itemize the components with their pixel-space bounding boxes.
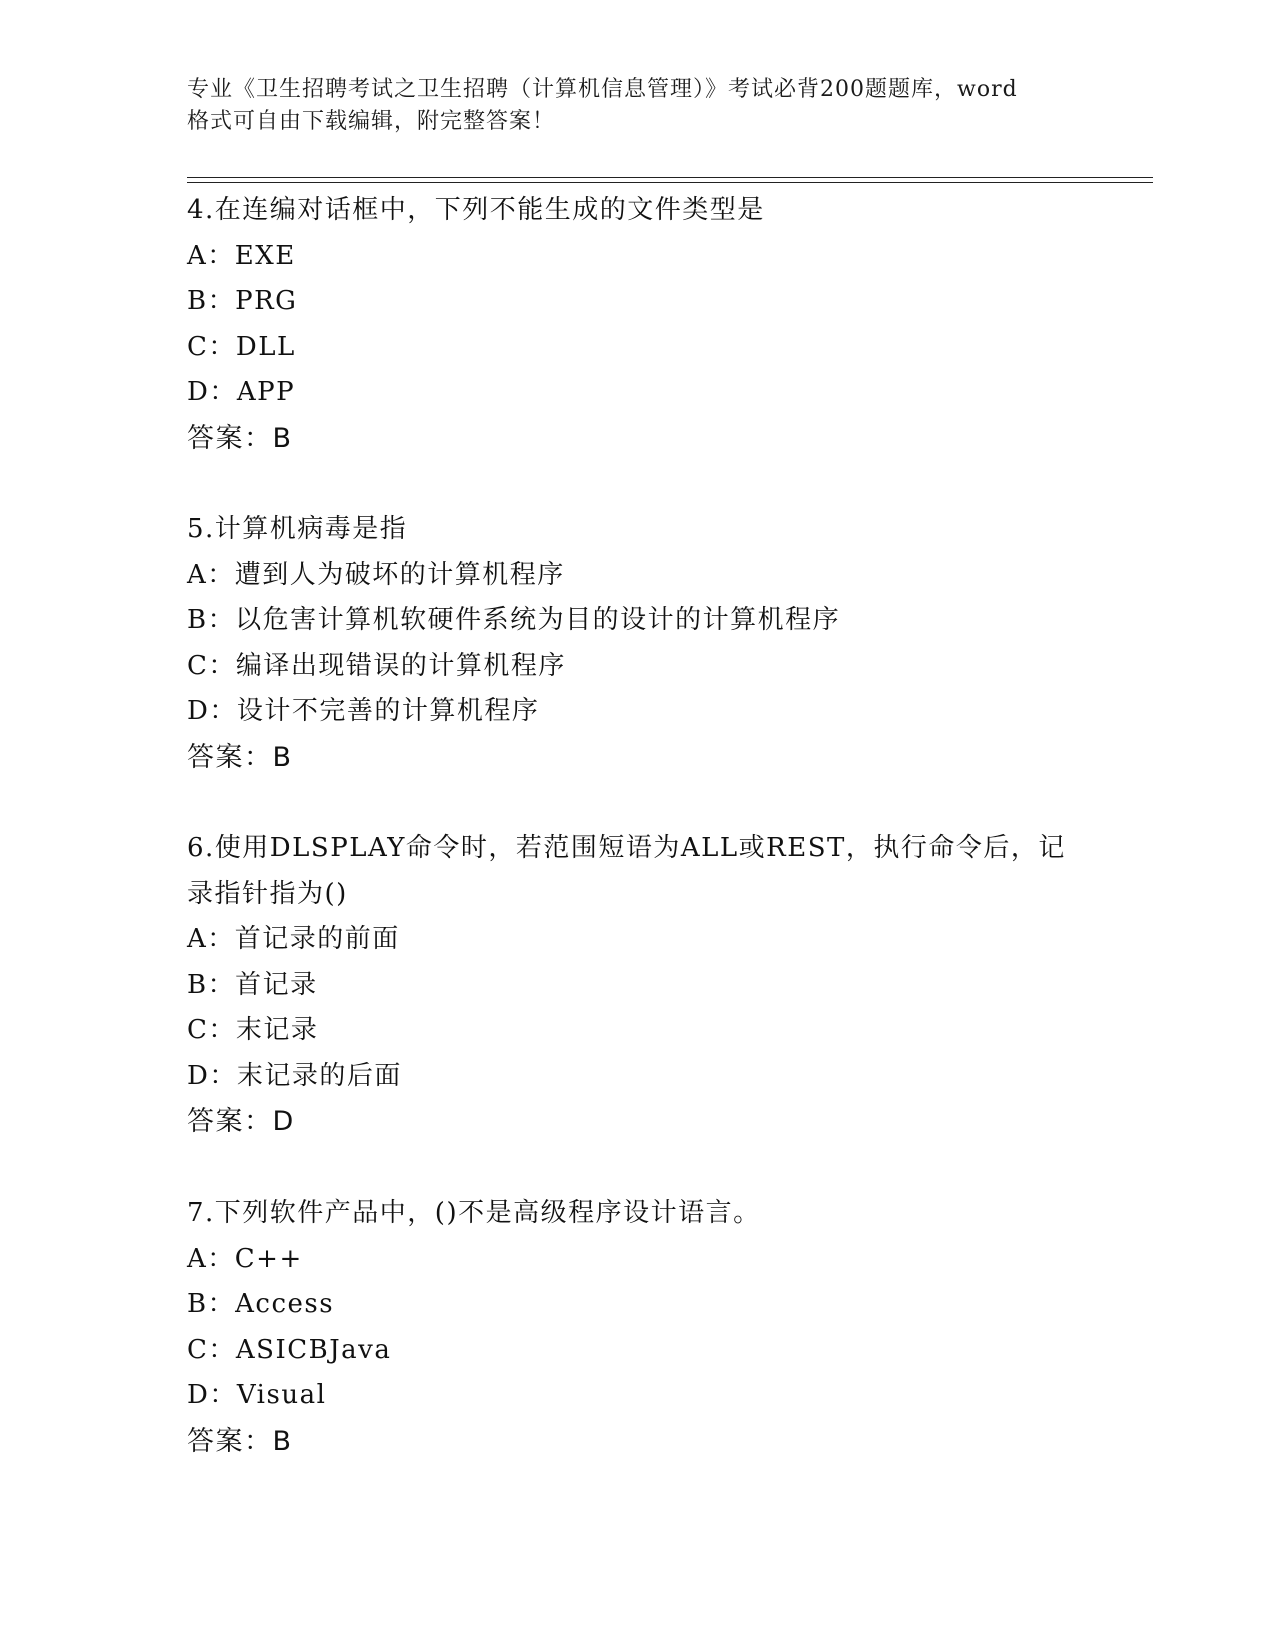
question-stem-line-1: 6.使用DLSPLAY命令时，若范围短语为ALL或REST，执行命令后，记 [187, 833, 1066, 863]
option-c: C：DLL [187, 331, 296, 362]
question-7 [187, 1191, 1087, 1464]
option-b: B：Access [187, 1289, 335, 1319]
option-a: A：遭到人为破坏的计算机程序 [187, 559, 565, 590]
option-d: D：APP [187, 377, 296, 407]
header-line-1: 专业《卫生招聘考试之卫生招聘（计算机信息管理）》考试必背200题题库，word [187, 77, 1018, 102]
question-stem: 7.下列软件产品中，()不是高级程序设计语言。 [187, 1198, 761, 1228]
option-a: A：C++ [187, 1243, 303, 1274]
option-b: B：PRG [187, 286, 298, 316]
header-line-2: 格式可自由下载编辑，附完整答案！ [187, 109, 556, 134]
header-divider-top [187, 177, 1153, 178]
answer: 答案：D [187, 1106, 295, 1137]
answer: 答案：B [187, 741, 293, 773]
option-d: D：末记录的后面 [187, 1060, 402, 1091]
option-d: D：Visual [187, 1380, 327, 1410]
header-divider-bottom [187, 182, 1153, 183]
option-c: C：ASICBJava [187, 1334, 392, 1365]
question-5 [187, 507, 1087, 780]
question-6 [187, 826, 1087, 1145]
option-c: C：编译出现错误的计算机程序 [187, 650, 566, 681]
question-stem-line-2: 录指针指为() [187, 878, 348, 909]
option-b: B：首记录 [187, 969, 318, 1000]
answer: 答案：B [187, 422, 293, 454]
document-header [187, 74, 1087, 138]
option-b: B：以危害计算机软硬件系统为目的设计的计算机程序 [187, 605, 841, 635]
option-a: A：EXE [187, 240, 296, 271]
option-a: A：首记录的前面 [187, 924, 400, 954]
question-stem: 5.计算机病毒是指 [187, 514, 408, 544]
answer: 答案：B [187, 1425, 293, 1457]
option-d: D：设计不完善的计算机程序 [187, 696, 540, 726]
question-stem: 4.在连编对话框中，下列不能生成的文件类型是 [187, 195, 765, 225]
question-4 [187, 188, 1087, 461]
option-c: C：末记录 [187, 1015, 319, 1045]
